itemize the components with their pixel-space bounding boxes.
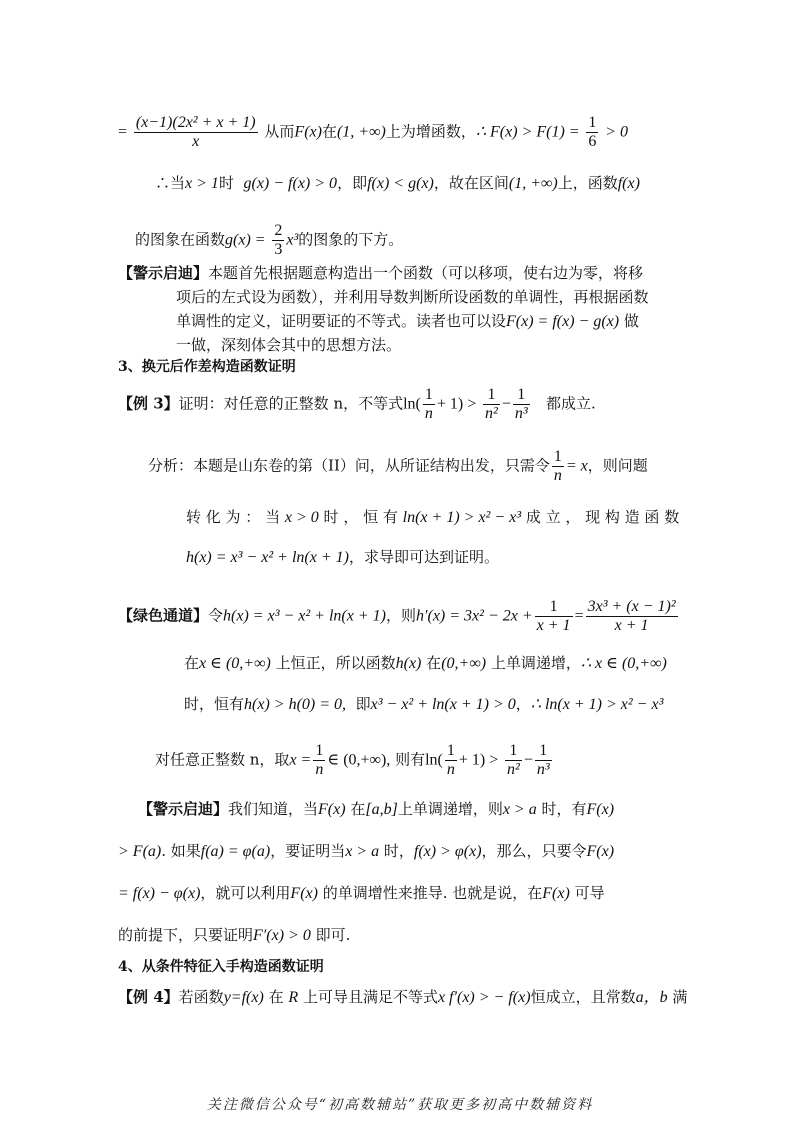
math: > 0 [605,123,628,141]
math: = x [565,457,588,475]
math: (1, +∞) [336,123,386,141]
tip2-line-1 [138,798,614,821]
math: ∈ (0,+∞), [327,751,391,769]
minus-sign: − [501,395,511,413]
tip1-line-2 [176,286,649,308]
text: 上单调递增， [490,654,581,672]
text: 项后的左式设为函数），并利用导数判断所设函数的单调性，再根据函数 [176,288,649,306]
fraction: $\frac{1}{\text{n²}}$ [507,742,520,778]
math: F(x) [586,843,615,860]
text: 上可导且满足不等式 [302,988,438,1006]
math: f(x) > φ(x) [413,843,482,860]
tip2-line-4 [118,924,350,947]
math: h′(x) = 3x² − 2x + [416,607,533,625]
math: ln(x + 1) > x² − x³ [402,509,522,526]
math: R [288,989,299,1006]
green-line-2 [184,652,667,675]
text: 在 [184,654,200,672]
text: 时 ， 恒 有 [323,508,398,526]
math: a，b [635,989,668,1006]
fraction: $\frac{1}{\text{n²}}$ [485,386,498,422]
fraction: $\frac{2}{3}$ [274,222,283,258]
math: F′(x) > 0 [253,927,311,944]
example-label: 【例 4】 [118,988,179,1006]
math: x > a [345,843,380,860]
text: 转 化 为 ： 当 [186,508,281,526]
math: > F(a) [118,843,162,860]
math: x > a [502,801,537,818]
tip-label: 【警示启迪】 [138,800,229,818]
tip1-line-4 [176,334,401,356]
math: x > 1 [185,175,219,192]
math: h(x) = x³ − x² + ln(x + 1) [186,549,349,566]
fraction: $\frac{1}{n}$ [446,742,455,778]
green-line-3 [184,693,663,716]
text: ，则问题 [587,456,648,475]
text: 即 [355,695,371,713]
text: ，则 [385,606,416,625]
text: 可导 [574,884,605,902]
tip2-line-3 [118,882,605,905]
fraction: $\frac{1}{n}$ [424,386,433,422]
math: F(x) = f(x) − g(x) [506,313,620,330]
analysis-line-3 [186,546,499,569]
text: ，求导即可达到证明。 [348,548,499,566]
green-line-1 [118,598,680,635]
text: 本题首先根据题意构造出一个函数（可以移项，使右边为零，将移 [208,264,644,282]
math: ∴ x ∈ (0,+∞) [580,655,667,672]
math: f(a) = φ(a) [200,843,271,860]
tip-label: 【警示启迪】 [118,264,209,282]
text: 做 [623,312,639,330]
math: F(x) [542,885,570,902]
math: ∴ F(x) > F(1) = [475,123,580,141]
section-heading-3: 3、换元后作差构造函数证明 [118,359,296,375]
fraction: $\frac{1}{n}$ [553,448,562,484]
text: 的图象的下方。 [298,230,404,249]
text: ，那么，只要令 [481,842,587,860]
analysis-label: 分析： [148,456,194,475]
text: 在 [350,800,366,818]
fraction: $\frac{\text{(x−1)(2x² + x + 1)}}{x}$ [135,114,256,150]
text: 当 [170,174,186,192]
equals-sign: = [574,607,584,625]
math: (1, +∞) [508,175,558,192]
green-line-4 [155,742,554,779]
equation-line-1 [118,114,628,151]
text: ， [515,695,531,713]
tip2-line-2 [118,840,614,863]
math: F(x) [586,801,615,818]
text: 时，恒有 [184,695,245,713]
text: 从而 [264,122,295,141]
text: 即可. [315,926,351,944]
text: ，故在区间 [433,174,509,192]
analysis-line-2 [186,506,679,529]
math: + 1) > [436,395,477,413]
text: 本题是山东卷的第（II）问，从所证结构出发，只需令 [193,456,550,475]
math: ln( [425,751,443,769]
math: f(x) [617,175,640,192]
fraction: $\frac{1}{n}$ [315,742,324,778]
text: 的图象在函数 [135,230,226,249]
example-3 [118,386,596,423]
text: . 如果 [161,842,201,860]
equation-line-3 [135,222,403,259]
text: 恒成立，且常数 [530,988,636,1006]
math: F(x) [294,123,322,141]
math: h(x) [395,655,422,672]
math: x = [289,751,312,769]
green-label: 【绿色通道】 [118,606,209,625]
text: 满 [672,988,688,1006]
fraction: $\frac{1}{\text{n³}}$ [536,742,550,778]
text: 在 [426,654,442,672]
math: [a,b] [365,801,398,818]
text: 一做，深刻体会其中的思想方法。 [176,336,402,354]
math: h(x) = x³ − x² + ln(x + 1) [223,607,386,625]
tip1-line-3 [176,310,639,333]
math: y=f(x) [223,989,264,1006]
text: 成 立 ， 现 构 造 函 数 [525,508,680,526]
fraction: $\frac{\text{3x³ + (x − 1)²}}{x + 1}$ [587,598,676,634]
math: ln( [403,395,421,413]
text: 若函数 [178,988,224,1006]
math: + 1) > [458,751,499,769]
math: F(x) [290,885,318,902]
text: 在 [268,988,284,1006]
text: 都成立. [545,394,596,413]
text: 的前提下，只要证明 [118,926,254,944]
example-4 [118,986,687,1009]
equation-line-2 [155,172,640,195]
math: x f′(x) > − f(x) [437,989,531,1006]
text: 上恒正，所以函数 [275,654,396,672]
text: 对任意正整数 n，取 [155,750,290,769]
text: 则有 [395,750,426,769]
therefore-symbol: ∴ [155,174,171,192]
text: 我们知道，当 [228,800,319,818]
analysis-line-1 [148,448,648,485]
text: 上，函数 [557,174,618,192]
section-heading-4: 4、从条件特征入手构造函数证明 [118,959,324,975]
math: f(x) < g(x) [367,175,434,192]
minus-sign: − [523,751,533,769]
fraction: $\frac{1}{x + 1}$ [536,598,571,634]
text: ，就可以利用 [200,884,291,902]
text: 时，有 [541,800,587,818]
text: ，要证明当 [270,842,346,860]
math: x³ [286,231,299,249]
text: ，即 [337,174,368,192]
math: F(x) [318,801,346,818]
text: 令 [208,606,224,625]
math: g(x) − f(x) > 0 [243,175,338,192]
text: 的单调增性来推导. 也就是说，在 [322,884,543,902]
fraction: $\frac{1}{6}$ [588,114,597,150]
text: 时 [218,174,234,192]
text: 证明：对任意的正整数 n，不等式 [178,394,404,413]
math: ∴ ln(x + 1) > x² − x³ [530,696,664,713]
fraction: $\frac{1}{\text{n³}}$ [514,386,528,422]
math: g(x) = [225,231,266,249]
math: x ∈ (0,+∞) [199,655,271,672]
tip1-line-1 [118,262,643,284]
text: 上单调递增，则 [397,800,503,818]
text: 上为增函数， [385,122,476,141]
example-label: 【例 3】 [118,394,179,413]
math: h(x) > h(0) = 0, [244,696,347,713]
math: (0,+∞) [441,655,487,672]
math: = f(x) − φ(x) [118,885,201,902]
math: x > 0 [284,509,319,526]
equals-sign: = [118,123,128,141]
text: 时， [383,842,414,860]
page-footer: 关注微信公众号“初高数辅站”获取更多初高中数辅资料 [206,1097,594,1113]
text: 单调性的定义，证明要证的不等式。读者也可以设 [176,312,507,330]
text: 在 [321,122,337,141]
math: x³ − x² + ln(x + 1) > 0 [370,696,516,713]
